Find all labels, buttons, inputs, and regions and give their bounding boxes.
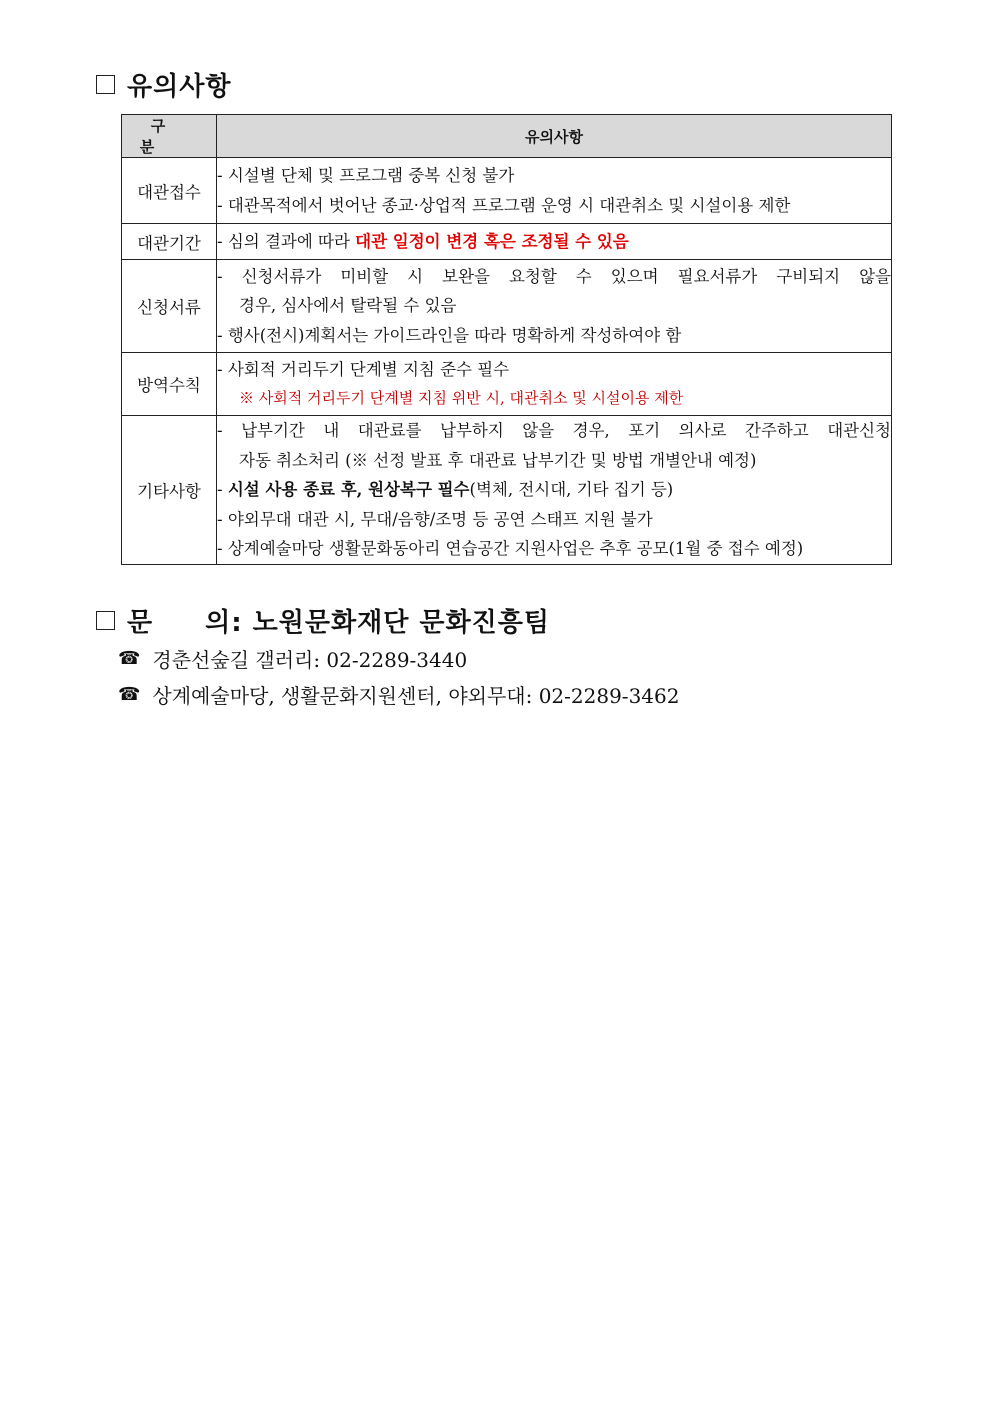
bold-text: 시설 사용 종료 후, 원상복구 필수: [227, 480, 470, 500]
telephone-icon: ☎: [118, 684, 141, 705]
row-content: [217, 224, 892, 260]
table-row: [122, 260, 892, 353]
contact-text: 상계예술마당, 생활문화지원센터, 야외무대: 02-2289-3462: [152, 684, 680, 708]
row-line: - 야외무대 대관 시, 무대/음향/조명 등 공연 스태프 지원 불가: [217, 509, 653, 529]
table-row: [122, 158, 892, 224]
row-category: 대관접수: [122, 158, 217, 224]
row-line: 경우, 심사에서 탈락될 수 있음: [239, 296, 457, 316]
notes-table: [121, 114, 892, 565]
contact-line: [118, 680, 679, 709]
row-line: - 행사(전시)계획서는 가이드라인을 따라 명확하게 작성하여야 함: [217, 325, 682, 345]
row-category: 신청서류: [122, 260, 217, 353]
row-line-dash: -: [217, 480, 228, 500]
row-line: [217, 475, 891, 505]
row-line: - 사회적 거리두기 단계별 지침 준수 필수: [217, 359, 510, 379]
contact-label-1: 문: [127, 608, 154, 638]
table-row: [122, 416, 892, 565]
row-line: - 납부기간 내 대관료를 납부하지 않을 경우, 포기 의사로 간주하고 대관신청: [217, 421, 891, 441]
checkbox-square-icon: [96, 75, 115, 94]
telephone-icon: ☎: [118, 648, 141, 669]
warning-note: ※ 사회적 거리두기 단계별 지침 위반 시, 대관취소 및 시설이용 제한: [239, 389, 684, 407]
contact-section-title: [96, 602, 550, 639]
row-line: - 대관목적에서 벗어난 종교·상업적 프로그램 운영 시 대관취소 및 시설이용 제한: [217, 195, 791, 215]
row-content: [217, 353, 892, 416]
contact-org: 노원문화재단 문화진흥팀: [252, 608, 550, 638]
notes-section-title: [96, 66, 231, 103]
table-row: [122, 224, 892, 260]
row-content: [217, 158, 892, 224]
row-content: [217, 416, 892, 565]
header-category: 구 분: [122, 115, 217, 158]
contact-text: 경춘선숲길 갤러리: 02-2289-3440: [152, 648, 468, 672]
notes-title-text: 유의사항: [127, 72, 232, 102]
contact-label-2: 의:: [205, 608, 243, 638]
contact-line: [118, 644, 467, 673]
row-line: - 신청서류가 미비할 시 보완을 요청할 수 있으며 필요서류가 구비되지 않을: [217, 266, 891, 286]
row-category: 대관기간: [122, 224, 217, 260]
row-content: [217, 260, 892, 353]
row-line-prefix: - 심의 결과에 따라: [217, 231, 356, 251]
row-line: - 시설별 단체 및 프로그램 중복 신청 불가: [217, 166, 515, 185]
table-header-row: [122, 115, 892, 158]
row-line-rest: (벽체, 전시대, 기타 집기 등): [469, 480, 674, 500]
row-line: 자동 취소처리 (※ 선정 발표 후 대관료 납부기간 및 방법 개별안내 예정): [239, 450, 757, 470]
header-content: 유의사항: [217, 115, 892, 158]
row-category: 기타사항: [122, 416, 217, 565]
row-line: - 상계예술마당 생활문화동아리 연습공간 지원사업은 추후 공모(1월 중 접수 예정): [217, 539, 804, 559]
checkbox-square-icon: [96, 611, 115, 630]
row-line: [217, 227, 891, 257]
table-row: [122, 353, 892, 416]
row-category: 방역수칙: [122, 353, 217, 416]
highlight-text: 대관 일정이 변경 혹은 조정될 수 있음: [355, 231, 629, 251]
